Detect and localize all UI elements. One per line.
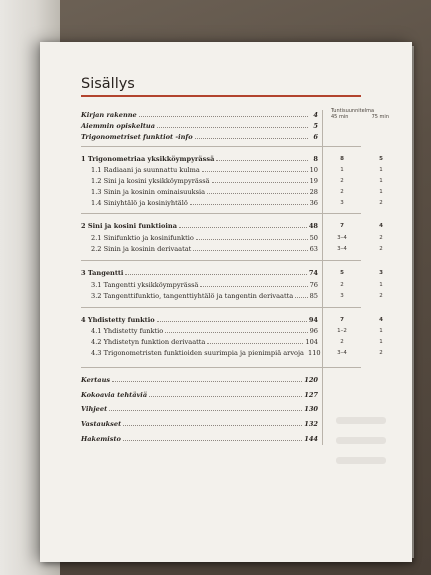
toc-chapter[interactable]: 3 Tangentti 74 bbox=[81, 269, 318, 277]
lesson-45: 3 bbox=[340, 293, 344, 299]
section-divider bbox=[81, 213, 361, 214]
toc-chapter[interactable]: 2 Sini ja kosini funktioina 48 bbox=[81, 222, 318, 230]
toc-section[interactable]: 1.2 Sini ja kosini yksikköympyrässä 19 bbox=[91, 177, 318, 185]
lesson-45: 3–4 bbox=[337, 235, 347, 241]
lesson-75: 1 bbox=[379, 282, 383, 288]
lesson-75: 2 bbox=[379, 200, 383, 206]
lesson-75: 2 bbox=[379, 246, 383, 252]
toc-section[interactable]: 1.4 Siniyhtälö ja kosiniyhtälö 36 bbox=[91, 199, 318, 207]
section-divider bbox=[81, 260, 361, 261]
lesson-45: 2 bbox=[340, 339, 344, 345]
lesson-75: 1 bbox=[379, 178, 383, 184]
toc-entry-intro[interactable]: Trigonometriset funktiot -info 6 bbox=[81, 133, 318, 141]
toc-entry-back[interactable]: Kertaus 120 bbox=[81, 376, 318, 384]
lesson-45: 3–4 bbox=[337, 350, 347, 356]
lesson-45: 2 bbox=[340, 178, 344, 184]
lesson-75: 2 bbox=[379, 293, 383, 299]
toc-section[interactable]: 4.2 Yhdistetyn funktion derivaatta 104 bbox=[91, 338, 318, 346]
lesson-45: 2 bbox=[340, 282, 344, 288]
toc-section[interactable]: 3.2 Tangenttifunktio, tangenttiyhtälö ja tangentin derivaatta 85 bbox=[91, 292, 318, 300]
lesson-plan-header bbox=[331, 108, 401, 120]
toc-section[interactable]: 3.1 Tangentti yksikköympyrässä 76 bbox=[91, 281, 318, 289]
toc-section[interactable]: 2.2 Sinin ja kosinin derivaatat 63 bbox=[91, 245, 318, 253]
lesson-75: 5 bbox=[379, 156, 383, 162]
lesson-45: 7 bbox=[340, 223, 344, 229]
bleed-through-shape bbox=[336, 417, 386, 424]
col-75min: 75 min bbox=[371, 114, 389, 120]
contents-page bbox=[40, 42, 412, 562]
toc-entry-back[interactable]: Vastaukset 132 bbox=[81, 420, 318, 428]
lesson-45: 3–4 bbox=[337, 246, 347, 252]
toc-section[interactable]: 4.1 Yhdistetty funktio 96 bbox=[91, 327, 318, 335]
bleed-through-shape bbox=[336, 457, 386, 464]
lesson-45: 7 bbox=[340, 317, 344, 323]
lesson-45: 1 bbox=[340, 167, 344, 173]
section-divider bbox=[81, 307, 361, 308]
toc-section[interactable]: 1.1 Radiaani ja suunnattu kulma 10 bbox=[91, 166, 318, 174]
column-divider bbox=[322, 110, 323, 445]
title-rule bbox=[81, 95, 361, 97]
lesson-45: 8 bbox=[340, 156, 344, 162]
toc-entry-intro[interactable]: Aiemmin opiskeltua 5 bbox=[81, 122, 318, 130]
lesson-45: 2 bbox=[340, 189, 344, 195]
lesson-75: 4 bbox=[379, 223, 383, 229]
lesson-75: 1 bbox=[379, 328, 383, 334]
toc-entry-intro[interactable]: Kirjan rakenne 4 bbox=[81, 111, 318, 119]
section-divider bbox=[81, 367, 361, 368]
lesson-plan-heading: Tuntisuunnitelma bbox=[331, 108, 375, 114]
lesson-45: 1–2 bbox=[337, 328, 347, 334]
col-45min: 45 min bbox=[331, 114, 349, 120]
toc-section[interactable]: 4.3 Trigonometristen funktioiden suurimpia ja pienimpiä arvoja 110 bbox=[91, 349, 321, 357]
toc-entry-back[interactable]: Kokoavia tehtäviä 127 bbox=[81, 391, 318, 399]
toc-entry-back[interactable]: Vihjeet 130 bbox=[81, 405, 318, 413]
lesson-45: 3 bbox=[340, 200, 344, 206]
toc-section[interactable]: 1.3 Sinin ja kosinin ominaisuuksia 28 bbox=[91, 188, 318, 196]
bleed-through-shape bbox=[336, 437, 386, 444]
lesson-75: 1 bbox=[379, 339, 383, 345]
lesson-75: 3 bbox=[379, 270, 383, 276]
lesson-75: 2 bbox=[379, 235, 383, 241]
page-title: Sisällys bbox=[81, 76, 135, 92]
lesson-75: 1 bbox=[379, 189, 383, 195]
lesson-75: 4 bbox=[379, 317, 383, 323]
toc-chapter[interactable]: 1 Trigonometriaa yksikköympyrässä 8 bbox=[81, 155, 318, 163]
lesson-75: 2 bbox=[379, 350, 383, 356]
lesson-45: 5 bbox=[340, 270, 344, 276]
toc-entry-back[interactable]: Hakemisto 144 bbox=[81, 435, 318, 443]
section-divider bbox=[81, 146, 361, 147]
lesson-75: 1 bbox=[379, 167, 383, 173]
toc-chapter[interactable]: 4 Yhdistetty funktio 94 bbox=[81, 316, 318, 324]
toc-section[interactable]: 2.1 Sinifunktio ja kosinifunktio 50 bbox=[91, 234, 318, 242]
